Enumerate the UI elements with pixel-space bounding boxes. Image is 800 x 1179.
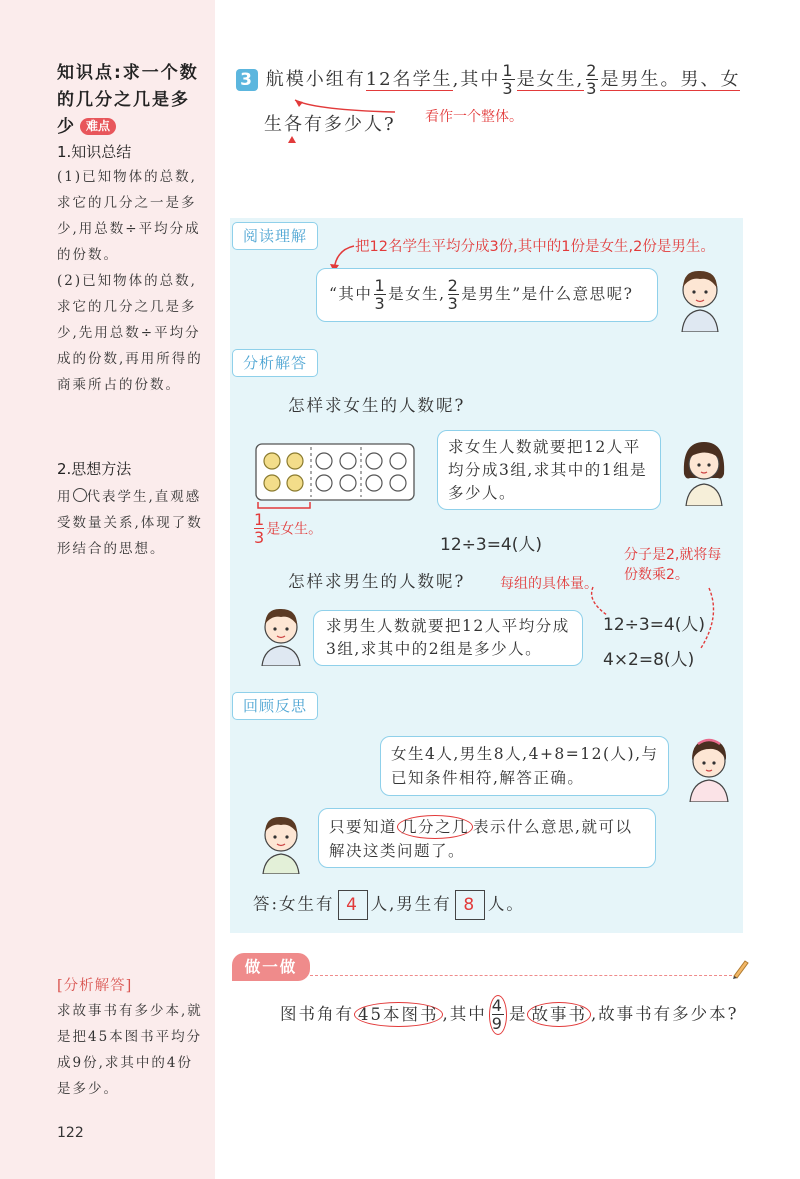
pq-d: ,故事书有多少本? [590, 1004, 739, 1024]
rq-a: “其中 [329, 285, 373, 303]
fraction-two-thirds [586, 63, 598, 97]
ans-c: 人。 [487, 894, 525, 914]
method-text-b: 代表学生,直观感受数量关系,体现了数形结合的思想。 [57, 489, 203, 557]
caret-mark [288, 136, 296, 143]
page-number: 122 [57, 1125, 84, 1141]
frac-num: 4 [491, 996, 504, 1015]
frac-num: 2 [586, 61, 599, 80]
problem-key-12: 12名学生 [365, 69, 453, 90]
answer-boys: 8 [455, 890, 485, 920]
rq-c: 是男生”是什么意思呢? [461, 285, 634, 303]
fraction-two-thirds [448, 278, 460, 312]
grid-caption [252, 512, 322, 546]
pq-c: 是 [508, 1004, 528, 1024]
frac-num: 1 [254, 510, 265, 529]
summary-point-2: (2)已知物体的总数,求它的几分之几是多少,先用总数÷平均分成的份数,再用所得的商乘所占的份数。 [57, 273, 203, 393]
rb-key: 几分之几 [397, 815, 473, 839]
label-practice: 做一做 [232, 953, 310, 981]
frac-den: 3 [447, 294, 460, 313]
review-girl-text: 女生4人,男生8人,4+8=12(人),与已知条件相符,解答正确。 [391, 745, 659, 787]
frac-den: 3 [502, 79, 515, 98]
pencil-icon [730, 958, 750, 980]
arrow-line [295, 100, 395, 112]
problem-t4: 是女生, [516, 69, 585, 90]
pq-b: ,其中 [442, 1004, 487, 1024]
pq-a: 图书角有 [280, 1004, 354, 1024]
label-reading: 阅读理解 [232, 222, 318, 250]
q-boys: 怎样求男生的人数呢? [288, 572, 466, 591]
practice-divider [310, 975, 732, 976]
kp-title-text: 知识点:求一个数的几分之几是多少 [57, 63, 199, 137]
method-text-a: 用 [57, 489, 73, 505]
review-girl-bubble [380, 736, 669, 796]
problem-t1: 航模小组有 [265, 69, 366, 90]
frac-den: 3 [254, 528, 265, 547]
boy-bubble-text: 求男生人数就要把12人平均分成3组,求其中的2组是多少人。 [326, 617, 570, 658]
boy-avatar-2 [252, 600, 310, 666]
ans-b: 人,男生有 [370, 894, 452, 914]
note-arrow [285, 92, 425, 132]
method-text [57, 484, 207, 562]
pq-key-45: 45本图书 [354, 1002, 443, 1027]
rb-b: 表示什么意思,就可以解决这类问题了。 [329, 818, 633, 860]
side-note-body: 求故事书有多少本,就是把45本图书平均分成9份,求其中的4份是多少。 [57, 1003, 203, 1097]
pq-key-story: 故事书 [527, 1002, 591, 1027]
boy-avatar [670, 262, 730, 332]
fraction-one-third [502, 63, 514, 97]
circle-icon [73, 488, 87, 502]
frac-num: 1 [374, 276, 387, 295]
review-boy-bubble [318, 808, 656, 868]
boy-avatar-3 [253, 808, 309, 874]
problem-t3: ,其中 [452, 69, 501, 90]
boy-bubble [313, 610, 583, 666]
difficulty-tag: 难点 [80, 118, 116, 135]
girl-avatar [674, 434, 734, 506]
reading-question [329, 278, 634, 312]
summary-point-1: (1)已知物体的总数,求它的几分之一是多少,用总数÷平均分成的份数。 [57, 169, 201, 263]
girl-bubble [437, 430, 661, 510]
frac-den: 3 [586, 79, 599, 98]
q-girls: 怎样求女生的人数呢? [288, 396, 466, 415]
reading-note: 把12名学生平均分成3份,其中的1份是女生,2份是男生。 [355, 239, 715, 255]
problem-number: 3 [236, 69, 258, 91]
girl-avatar-2 [680, 732, 738, 802]
note-per-group: 每组的具体量。 [500, 576, 598, 592]
girl-bubble-text: 求女生人数就要把12人平均分成3组,求其中的1组是多少人。 [448, 438, 648, 502]
rq-b: 是女生, [388, 285, 446, 303]
fraction-one-third [374, 278, 386, 312]
frac-num: 2 [447, 276, 460, 295]
arrow-head [295, 100, 303, 107]
fraction-four-ninths [489, 995, 507, 1035]
problem-t5: 是男生。男、女 [600, 69, 741, 90]
grid-bracket [256, 500, 316, 512]
student-grid [255, 443, 415, 501]
frac-den: 3 [374, 294, 387, 313]
problem-note: 看作一个整体。 [425, 109, 523, 125]
problem-line2: 生各有多少人? [264, 114, 396, 135]
frac-num: 1 [502, 61, 515, 80]
label-review: 回顾反思 [232, 692, 318, 720]
equation-boys: 4×2=8(人) [603, 650, 695, 670]
answer-line [253, 890, 525, 920]
note-multiply: 分子是2,就将每份数乘2。 [624, 547, 722, 583]
ans-a: 答:女生有 [253, 894, 335, 914]
grid-caption-text: 是女生。 [266, 521, 323, 538]
side-note-title: [分析解答] [57, 978, 133, 994]
frac-den: 9 [491, 1014, 504, 1033]
reading-bubble [316, 268, 658, 322]
method-heading: 2.思想方法 [57, 460, 132, 478]
label-analysis: 分析解答 [232, 349, 318, 377]
answer-girls: 4 [338, 890, 368, 920]
practice-question [280, 995, 739, 1035]
summary-heading: 1.知识总结 [57, 143, 132, 161]
review-boy-text [329, 815, 649, 863]
knowledge-point-title [57, 60, 207, 141]
fraction-one-third [254, 512, 264, 546]
rb-a: 只要知道 [329, 818, 398, 836]
equation-per-group: 12÷3=4(人) [603, 615, 706, 635]
equation-girls: 12÷3=4(人) [440, 535, 543, 555]
